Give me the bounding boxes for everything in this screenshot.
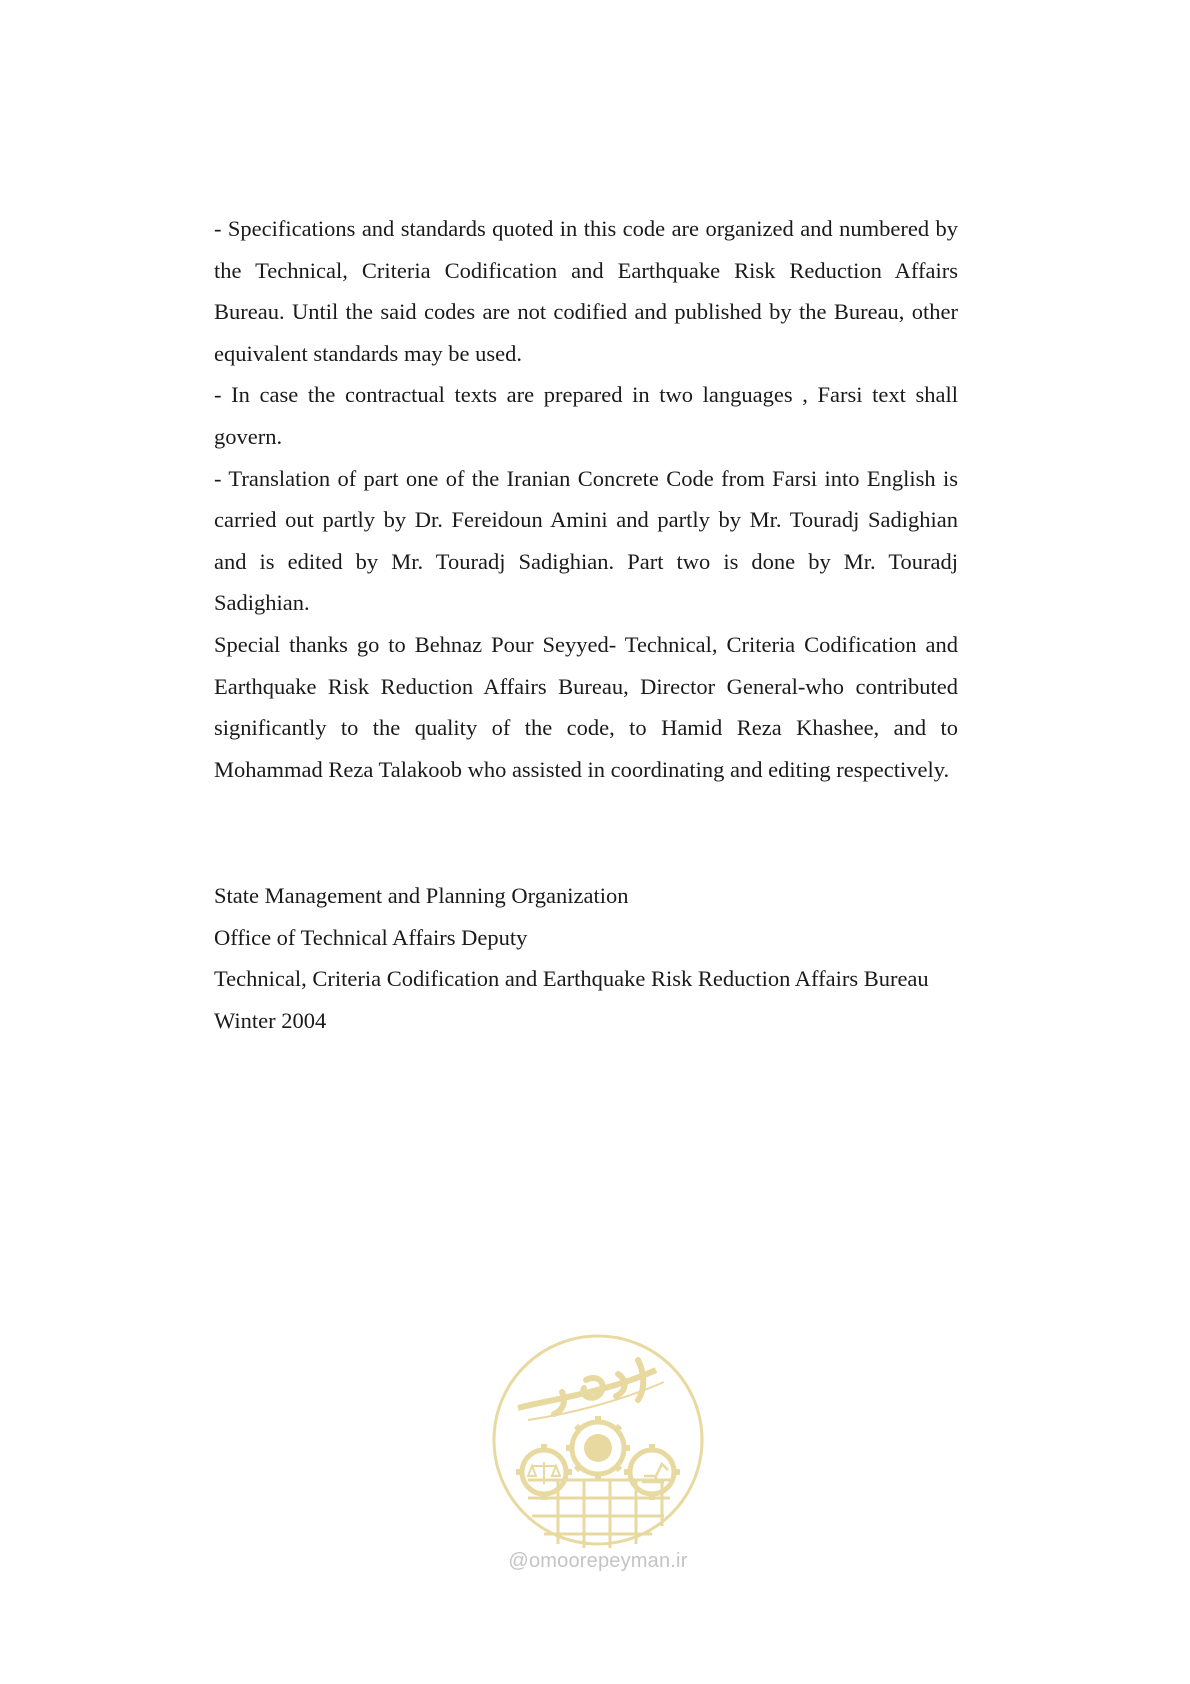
at-icon: @: [508, 1550, 529, 1572]
signature-office: Office of Technical Affairs Deputy: [214, 924, 528, 950]
signature-organization: State Management and Planning Organization: [214, 883, 629, 908]
body-text: [214, 208, 958, 790]
watermark-logo: [488, 1330, 708, 1592]
paragraph-language: - In case the contractual texts are prepared in two languages , Farsi text shall govern.: [214, 382, 958, 449]
paragraph-specifications: - Specifications and standards quoted in this code are organized and numbered by the Technical, Criteria Codification and Earthquake Risk Reduction Affairs Bureau. Until the said codes are not codified and published by the Bureau, other equivalent standards may be used.: [214, 216, 958, 366]
seal-icon: [488, 1330, 708, 1550]
watermark-caption-text: omoorepeyman.ir: [528, 1550, 688, 1572]
paragraph-translation: - Translation of part one of the Iranian Concrete Code from Farsi into English is carried out partly by Dr. Fereidoun Amini and partly by Mr. Touradj Sadighian and is edited by Mr. Touradj Sadighian. Part two is done by Mr. Touradj Sadighian.: [214, 465, 958, 616]
signature-block: [214, 875, 958, 1041]
watermark-caption: [488, 1550, 708, 1573]
signature-bureau: Technical, Criteria Codification and Earthquake Risk Reduction Affairs Bureau: [214, 966, 929, 992]
signature-date: Winter 2004: [214, 1007, 327, 1033]
paragraph-acknowledgements: Special thanks go to Behnaz Pour Seyyed- Technical, Criteria Codification and Earthquake Risk Reduction Affairs Bureau, Director General-who contributed significantly to the quality of the code, to Hamid Reza Khashee, and to Mohammad Reza Talakoob who assisted in coordinating and editing respectively.: [214, 631, 958, 782]
